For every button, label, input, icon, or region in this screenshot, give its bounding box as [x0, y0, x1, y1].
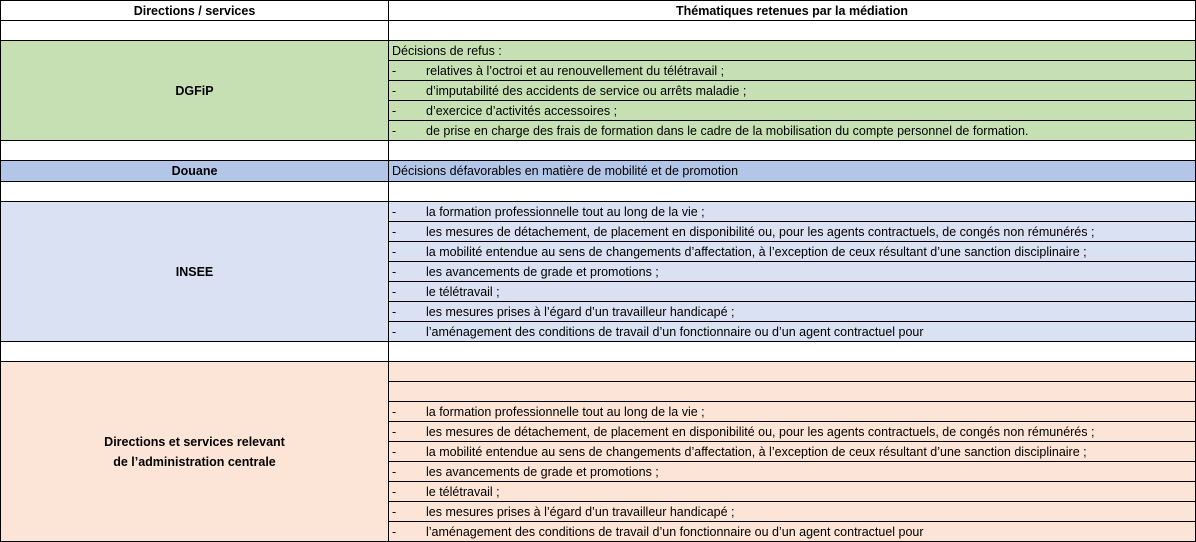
bullet-dash: - — [392, 63, 397, 78]
spacer-row — [1, 141, 1196, 161]
central-label-line1: Directions et services relevant — [104, 434, 285, 449]
bullet-dash: - — [392, 103, 397, 118]
dgfip-item: d’imputabilité des accidents de service ou arrêts maladie ; — [426, 83, 747, 98]
bullet-dash: - — [392, 444, 397, 459]
bullet-dash: - — [392, 404, 397, 419]
insee-item: les mesures de détachement, de placement en disponibilité ou, pour les agents contractuels, de congés non rémunérés ; — [426, 224, 1095, 239]
header-thematiques: Thématiques retenues par la médiation — [389, 1, 1196, 21]
spacer-row — [1, 21, 1196, 41]
douane-label: Douane — [1, 161, 389, 182]
insee-row — [1, 202, 1196, 222]
insee-item: l’aménagement des conditions de travail d’un fonctionnaire ou d’un agent contractuel pour — [426, 324, 924, 339]
central-item: le télétravail ; — [426, 484, 500, 499]
bullet-dash: - — [392, 524, 397, 539]
insee-item: le télétravail ; — [426, 284, 500, 299]
bullet-dash: - — [392, 324, 397, 339]
insee-item: les avancements de grade et promotions ; — [426, 264, 659, 279]
central-item: les mesures prises à l’égard d’un travailleur handicapé ; — [426, 504, 735, 519]
bullet-dash: - — [392, 204, 397, 219]
bullet-dash: - — [392, 284, 397, 299]
central-label — [1, 362, 389, 542]
central-item: les avancements de grade et promotions ; — [426, 464, 659, 479]
bullet-dash: - — [392, 264, 397, 279]
central-item: l’aménagement des conditions de travail d’un fonctionnaire ou d’un agent contractuel pour — [426, 524, 924, 539]
central-item: la mobilité entendue au sens de changements d’affectation, à l’exception de ceux résultant d’une sanction disciplinaire ; — [426, 444, 1087, 459]
dgfip-intro: Décisions de refus : — [389, 41, 1196, 61]
dgfip-item: de prise en charge des frais de formation dans le cadre de la mobilisation du compte personnel de formation. — [426, 123, 1029, 138]
central-row — [1, 362, 1196, 382]
spacer-row — [1, 182, 1196, 202]
bullet-dash: - — [392, 464, 397, 479]
spacer-row — [1, 342, 1196, 362]
douane-text: Décisions défavorables en matière de mobilité et de promotion — [389, 161, 1196, 182]
header-directions: Directions / services — [1, 1, 389, 21]
dgfip-label: DGFiP — [1, 41, 389, 141]
bullet-dash: - — [392, 244, 397, 259]
douane-row — [1, 161, 1196, 182]
bullet-dash: - — [392, 224, 397, 239]
insee-label: INSEE — [1, 202, 389, 342]
bullet-dash: - — [392, 424, 397, 439]
insee-item: la formation professionnelle tout au long de la vie ; — [426, 204, 705, 219]
dgfip-item: relatives à l’octroi et au renouvellement du télétravail ; — [426, 63, 725, 78]
bullet-dash: - — [392, 504, 397, 519]
insee-item: la mobilité entendue au sens de changements d’affectation, à l’exception de ceux résultant d’une sanction disciplinaire ; — [426, 244, 1087, 259]
central-label-line2: de l’administration centrale — [113, 454, 276, 469]
bullet-dash: - — [392, 123, 397, 138]
bullet-dash: - — [392, 484, 397, 499]
dgfip-item: d’exercice d’activités accessoires ; — [426, 103, 618, 118]
central-item: la formation professionnelle tout au long de la vie ; — [426, 404, 705, 419]
header-row — [1, 1, 1196, 21]
bullet-dash: - — [392, 304, 397, 319]
insee-item: les mesures prises à l’égard d’un travailleur handicapé ; — [426, 304, 735, 319]
bullet-dash: - — [392, 83, 397, 98]
central-item: les mesures de détachement, de placement en disponibilité ou, pour les agents contractuels, de congés non rémunérés ; — [426, 424, 1095, 439]
dgfip-row — [1, 41, 1196, 61]
